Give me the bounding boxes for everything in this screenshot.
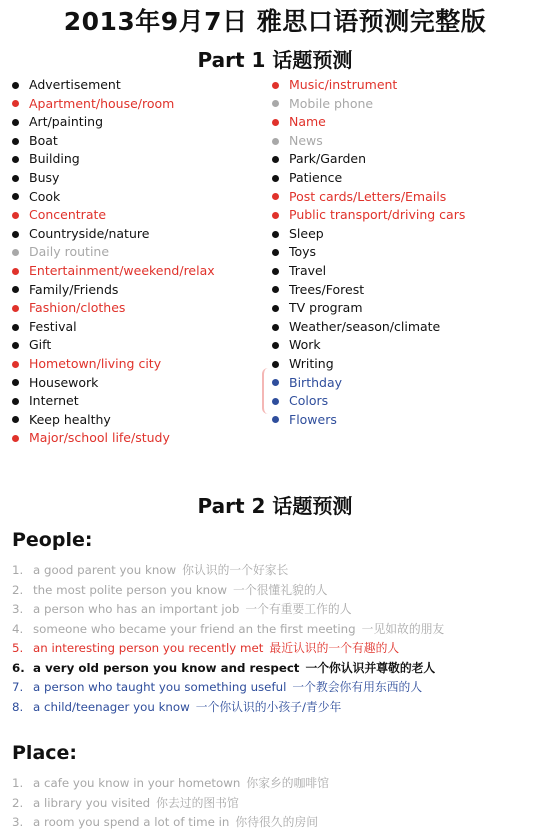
topic-label: Housework <box>29 374 99 390</box>
bullet-dot-icon <box>272 175 279 182</box>
topic-item <box>12 132 215 151</box>
place-heading: Place: <box>12 742 78 764</box>
people-heading: People: <box>12 529 93 551</box>
question-number: 7. <box>12 680 24 694</box>
topic-item <box>272 76 465 95</box>
topic-label: Sleep <box>289 225 324 241</box>
topic-item <box>272 355 465 374</box>
topic-label: Toys <box>289 244 317 260</box>
topic-item <box>272 95 465 114</box>
bullet-dot-icon <box>272 268 279 275</box>
topic-label: Patience <box>289 169 343 185</box>
bullet-dot-icon <box>272 138 279 145</box>
topic-label: Hometown/living city <box>29 355 162 371</box>
bullet-dot-icon <box>272 416 279 423</box>
topic-label: Daily routine <box>29 244 110 260</box>
question-english: a cafe you know in your hometown <box>33 776 241 790</box>
topic-item <box>12 318 215 337</box>
bullet-dot-icon <box>272 212 279 219</box>
question-item <box>12 698 444 718</box>
topic-label: Art/painting <box>29 114 104 130</box>
part1-left-column <box>12 76 215 448</box>
topic-item <box>272 299 465 318</box>
topic-label: Advertisement <box>29 77 121 92</box>
question-item <box>12 774 329 794</box>
topic-item <box>272 188 465 207</box>
question-chinese: 一个教会你有用东西的人 <box>292 680 423 694</box>
topic-item <box>272 262 465 281</box>
question-number: 1. <box>12 776 24 790</box>
question-item <box>12 600 444 620</box>
bullet-dot-icon <box>12 305 19 312</box>
question-chinese: 一个你认识的小孩子/青少年 <box>195 699 342 714</box>
bullet-dot-icon <box>12 175 19 182</box>
topic-label: Colors <box>289 393 329 409</box>
question-chinese: 你家乡的咖啡馆 <box>246 776 329 790</box>
bullet-dot-icon <box>12 324 19 331</box>
topic-item <box>272 243 465 262</box>
question-english: a person who taught you something useful <box>33 680 287 694</box>
question-number: 6. <box>12 660 25 675</box>
topic-item <box>12 243 215 262</box>
bullet-dot-icon <box>272 82 279 89</box>
topic-label: News <box>289 132 323 148</box>
bullet-dot-icon <box>12 100 19 107</box>
topic-item <box>12 374 215 393</box>
question-item <box>12 561 444 581</box>
bullet-dot-icon <box>12 119 19 126</box>
bullet-dot-icon <box>272 156 279 163</box>
question-item <box>12 639 444 659</box>
bullet-dot-icon <box>12 212 19 219</box>
topic-label: Music/instrument <box>289 77 398 92</box>
question-number: 4. <box>12 621 24 636</box>
question-item <box>12 659 444 679</box>
topic-item <box>12 95 215 114</box>
bullet-dot-icon <box>12 138 19 145</box>
topic-label: Post cards/Letters/Emails <box>289 188 447 204</box>
question-item <box>12 620 444 640</box>
topic-label: Writing <box>289 355 334 371</box>
topic-item <box>272 281 465 300</box>
question-number: 3. <box>12 602 24 616</box>
topic-item <box>272 392 465 411</box>
topic-label: Internet <box>29 393 79 409</box>
bullet-dot-icon <box>272 324 279 331</box>
topic-item <box>272 411 465 430</box>
topic-item <box>272 225 465 244</box>
topic-item <box>12 411 215 430</box>
topic-item <box>272 132 465 151</box>
bullet-dot-icon <box>12 268 19 275</box>
question-chinese: 一个有重要工作的人 <box>245 602 352 616</box>
question-number: 2. <box>12 795 24 810</box>
question-item <box>12 813 329 833</box>
topic-label: Fashion/clothes <box>29 300 126 316</box>
part1-heading: Part 1 话题预测 <box>197 48 353 72</box>
stamp-mark <box>262 368 290 414</box>
topic-item <box>12 225 215 244</box>
bullet-dot-icon <box>12 249 19 256</box>
bullet-dot-icon <box>272 286 279 293</box>
topic-label: Boat <box>29 132 58 148</box>
question-english: a good parent you know <box>33 563 177 577</box>
topic-item <box>12 206 215 225</box>
topic-item <box>272 150 465 169</box>
topic-label: Trees/Forest <box>289 281 365 297</box>
question-number: 2. <box>12 582 24 597</box>
question-chinese: 你认识的一个好家长 <box>182 563 289 577</box>
topic-label: Countryside/nature <box>29 225 150 241</box>
topic-label: Concentrate <box>29 207 107 223</box>
topic-label: Birthday <box>289 374 343 390</box>
bullet-dot-icon <box>272 231 279 238</box>
question-number: 8. <box>12 699 24 714</box>
part2-heading: Part 2 话题预测 <box>197 494 353 518</box>
topic-item <box>12 150 215 169</box>
bullet-dot-icon <box>272 100 279 107</box>
topic-label: Flowers <box>289 411 337 427</box>
bullet-dot-icon <box>12 193 19 200</box>
question-number: 1. <box>12 563 24 577</box>
topic-label: Weather/season/climate <box>289 318 441 334</box>
topic-label: Mobile phone <box>289 95 374 111</box>
topic-label: Entertainment/weekend/relax <box>29 262 215 278</box>
topic-item <box>12 299 215 318</box>
question-number: 3. <box>12 815 24 829</box>
topic-item <box>12 392 215 411</box>
topic-item <box>12 113 215 132</box>
bullet-dot-icon <box>12 342 19 349</box>
topic-label: Family/Friends <box>29 281 119 297</box>
topic-item <box>12 281 215 300</box>
bullet-dot-icon <box>12 361 19 368</box>
topic-item <box>12 169 215 188</box>
topic-item <box>272 206 465 225</box>
bullet-dot-icon <box>272 193 279 200</box>
people-list <box>12 561 444 717</box>
bullet-dot-icon <box>12 435 19 442</box>
topic-label: Building <box>29 151 80 167</box>
question-english: someone who became your friend an the first meeting <box>33 621 356 636</box>
part1-right-column <box>272 76 465 429</box>
topic-item <box>272 318 465 337</box>
topic-item <box>12 76 215 95</box>
bullet-dot-icon <box>272 342 279 349</box>
topic-label: Public transport/driving cars <box>289 207 466 223</box>
topic-item <box>272 374 465 393</box>
bullet-dot-icon <box>272 249 279 256</box>
topic-label: TV program <box>289 300 363 316</box>
question-english: the most polite person you know <box>33 582 228 597</box>
question-english: a room you spend a lot of time in <box>33 815 230 829</box>
question-chinese: 最近认识的一个有趣的人 <box>269 641 400 655</box>
topic-label: Major/school life/study <box>29 430 170 446</box>
question-english: a child/teenager you know <box>33 699 190 714</box>
question-chinese: 一个你认识并尊敬的老人 <box>305 660 436 675</box>
question-english: a library you visited <box>33 795 151 810</box>
bullet-dot-icon <box>12 82 19 89</box>
question-item <box>12 794 329 814</box>
bullet-dot-icon <box>272 119 279 126</box>
topic-item <box>272 169 465 188</box>
question-item <box>12 581 444 601</box>
place-list <box>12 774 329 833</box>
topic-item <box>12 429 215 448</box>
question-english: a person who has an important job <box>33 602 240 616</box>
topic-label: Gift <box>29 337 52 353</box>
topic-label: Cook <box>29 188 61 204</box>
topic-label: Apartment/house/room <box>29 95 175 111</box>
question-chinese: 你待很久的房间 <box>235 815 318 829</box>
question-number: 5. <box>12 641 24 655</box>
topic-label: Work <box>289 337 321 353</box>
topic-item <box>12 336 215 355</box>
topic-item <box>272 113 465 132</box>
bullet-dot-icon <box>12 231 19 238</box>
topic-label: Busy <box>29 169 60 185</box>
topic-item <box>272 336 465 355</box>
topic-label: Name <box>289 114 326 130</box>
question-english: a very old person you know and respect <box>33 660 300 675</box>
topic-label: Festival <box>29 318 77 334</box>
topic-label: Travel <box>289 262 327 278</box>
topic-label: Keep healthy <box>29 411 111 427</box>
topic-item <box>12 188 215 207</box>
question-chinese: 一见如故的朋友 <box>361 621 445 636</box>
topic-item <box>12 262 215 281</box>
bullet-dot-icon <box>12 156 19 163</box>
bullet-dot-icon <box>12 398 19 405</box>
topic-item <box>12 355 215 374</box>
bullet-dot-icon <box>272 305 279 312</box>
page-title: 2013年9月7日 雅思口语预测完整版 <box>63 7 487 36</box>
bullet-dot-icon <box>12 416 19 423</box>
bullet-dot-icon <box>12 286 19 293</box>
question-chinese: 你去过的图书馆 <box>156 795 239 810</box>
question-item <box>12 678 444 698</box>
bullet-dot-icon <box>12 379 19 386</box>
question-english: an interesting person you recently met <box>33 641 264 655</box>
topic-label: Park/Garden <box>289 151 367 167</box>
bullet-dot-icon <box>272 361 279 368</box>
question-chinese: 一个很懂礼貌的人 <box>233 582 328 597</box>
